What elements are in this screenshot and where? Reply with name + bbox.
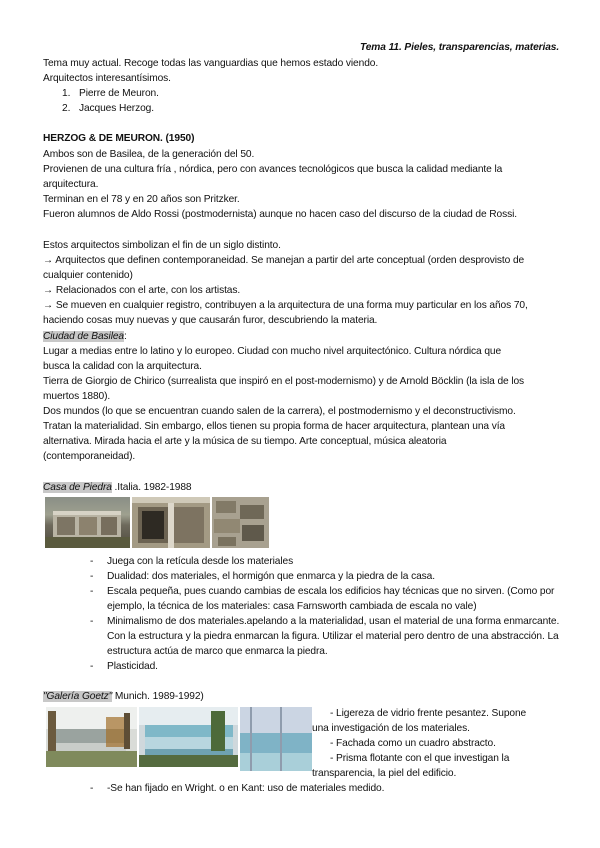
bullet-text: Con la estructura y la piedra enmarcan la figura. Utilizar el material pero dentro de una abstracción. La: [107, 631, 559, 642]
bullet-text: Dualidad: dos materiales, el hormigón que enmarca y la piedra de la casa.: [107, 571, 435, 582]
paragraph-line: (contemporaneidad).: [43, 451, 136, 462]
list-item: Pierre de Meuron.: [79, 88, 159, 99]
bullet-text: estructura actúa de marco que enmarca la piedra.: [107, 646, 328, 657]
page-title: Tema 11. Pieles, transparencias, materias.: [360, 42, 560, 53]
goetz-label: "Galería Goetz": [43, 691, 113, 702]
paragraph-line: → Se mueven en cualquier registro, contribuyen a la arquitectura de una forma muy particular en los años 70,: [43, 300, 528, 311]
list-number: 2.: [62, 103, 71, 114]
paragraph-line: Fueron alumnos de Aldo Rossi (postmodernista) aunque no hacen caso del discurso de la ciudad de Rossi.: [43, 209, 517, 220]
casa-photo-1: [45, 497, 130, 548]
bullet-dash: -: [90, 556, 94, 567]
paragraph-line: busca la calidad con la arquitectura.: [43, 361, 202, 372]
list-number: 1.: [62, 88, 71, 99]
basilea-colon: :: [124, 331, 127, 342]
bullet-dash: -: [90, 661, 94, 672]
paragraph-line: muertos 1880).: [43, 391, 111, 402]
intro-line: Tema muy actual. Recoge todas las vanguardias que hemos estado viendo.: [43, 58, 379, 69]
paragraph-line: Provienen de una cultura fría , nórdica, pero con avances tecnológicos que busca la calidad mediante la: [43, 164, 503, 175]
paragraph-line: Dos mundos (lo que se encuentran cuando salen de la carrera), el postmodernismo y el deconstructivismo.: [43, 406, 516, 417]
goetz-details: Munich. 1989-1992): [112, 691, 204, 702]
paragraph-line: haciendo cosas muy nuevas y que causarán furor, descubriendo la materia.: [43, 315, 378, 326]
bullet-dash: -: [90, 571, 94, 582]
paragraph-line: Ambos son de Basilea, de la generación del 50.: [43, 149, 255, 160]
paragraph-line: cualquier contenido): [43, 270, 133, 281]
casa-details: .Italia. 1982-1988: [111, 482, 192, 493]
bullet-text: Juega con la retícula desde los materiales: [107, 556, 294, 567]
goetz-note-line: transparencia, la piel del edificio.: [312, 768, 457, 779]
subheading: [43, 330, 127, 343]
paragraph-line: → Arquitectos que definen contemporaneidad. Se manejan a partir del arte conceptual (orden desprovisto de: [43, 255, 525, 266]
paragraph-line: arquitectura.: [43, 179, 99, 190]
paragraph-line: Estos arquitectos simbolizan el fin de un siglo distinto.: [43, 240, 281, 251]
section-heading: HERZOG & DE MEURON. (1950): [43, 133, 195, 144]
bullet-dash: -: [90, 616, 94, 627]
list-item: Jacques Herzog.: [79, 103, 154, 114]
goetz-note-line: - Ligereza de vidrio frente pesantez. Supone: [330, 708, 527, 719]
casa-label: Casa de Piedra: [43, 482, 112, 493]
paragraph-line: Lugar a medias entre lo latino y lo europeo. Ciudad con mucho nivel arquitectónico. Cultura nórdica que: [43, 346, 502, 357]
casa-photo-2: [132, 497, 210, 548]
bullet-dash: -: [90, 586, 94, 597]
paragraph-line: Tierra de Giorgio de Chirico (surrealista que inspiró en el post-modernismo) y de Arnold Böcklin (la isla de los: [43, 376, 525, 387]
goetz-photo-2: [139, 707, 238, 767]
paragraph-line: Tratan la materialidad. Sin embargo, ellos tienen su propia forma de hacer arquitectura, plantean una vía: [43, 421, 505, 432]
bullet-text: ejemplo, la técnica de los materiales: casa Farnsworth cambiada de escala no vale): [107, 601, 477, 612]
bullet-text: Minimalismo de dos materiales.apelando a la materialidad, usan el material de una forma enmarcante.: [107, 616, 560, 627]
bullet-text: Plasticidad.: [107, 661, 158, 672]
basilea-label: Ciudad de Basilea: [43, 331, 124, 342]
goetz-note-line: - Fachada como un cuadro abstracto.: [330, 738, 496, 749]
bullet-text: -Se han fijado en Wright. o en Kant: uso de materiales medido.: [107, 783, 385, 794]
goetz-note-line: - Prisma flotante con el que investigan la: [330, 753, 510, 764]
casa-photo-3: [212, 497, 269, 548]
goetz-photo-3: [240, 707, 312, 771]
goetz-photo-1: [46, 707, 137, 767]
bullet-text: Escala pequeña, pues cuando cambias de escala los edificios hay técnicas que no sirven. (Como por: [107, 586, 555, 597]
paragraph-line: Terminan en el 78 y en 20 años son Pritzker.: [43, 194, 240, 205]
caption-casa: [43, 481, 192, 494]
caption-goetz: [43, 690, 204, 703]
paragraph-line: alternativa. Mirada hacia el arte y la música de su tiempo. Arte conceptual, música aleatoria: [43, 436, 447, 447]
goetz-note-line: una investigación de los materiales.: [312, 723, 470, 734]
intro-line: Arquitectos interesantísimos.: [43, 73, 171, 84]
paragraph-line: → Relacionados con el arte, con los artistas.: [43, 285, 241, 296]
bullet-dash: -: [90, 783, 94, 794]
